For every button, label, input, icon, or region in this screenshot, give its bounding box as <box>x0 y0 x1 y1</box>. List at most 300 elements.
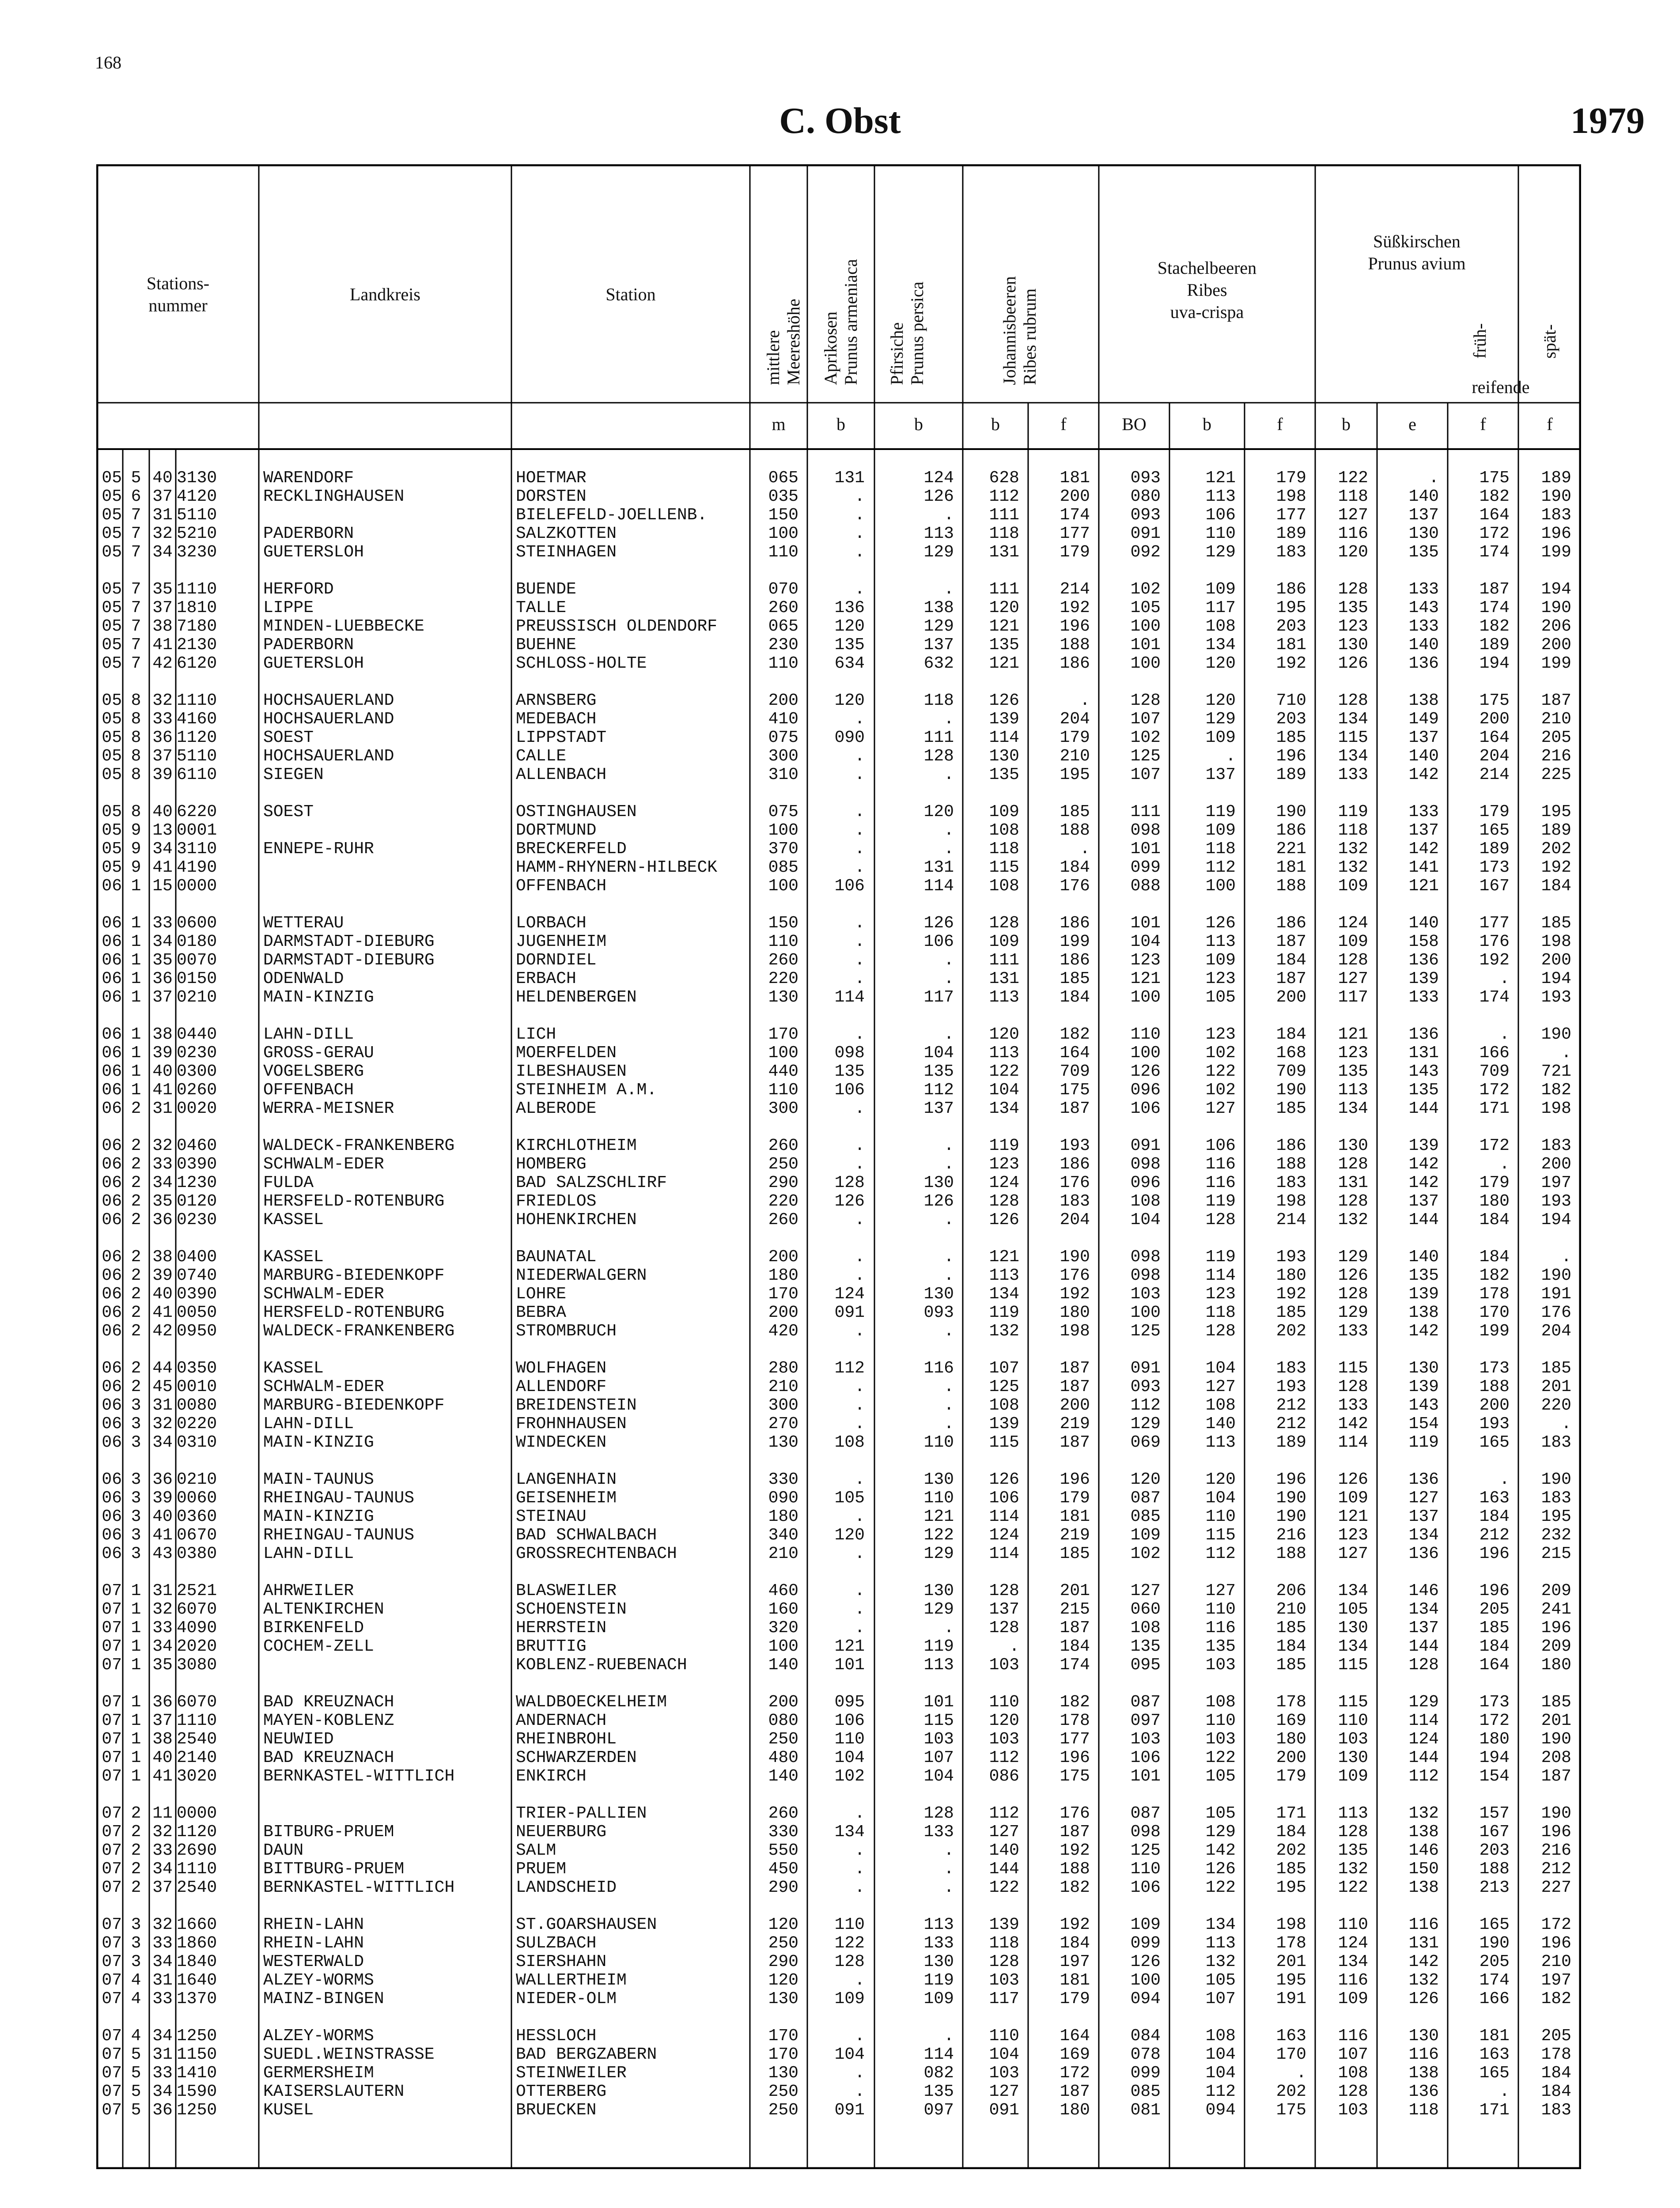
table-cell: 110 <box>1130 1860 1161 1879</box>
table-cell: 260 <box>768 598 798 617</box>
table-cell: 1250 <box>177 2027 217 2045</box>
table-cell: . <box>855 1581 865 1600</box>
table-cell: 1120 <box>177 1822 217 1841</box>
table-cell: 34 <box>152 2082 173 2101</box>
table-cell: 196 <box>1541 1618 1571 1637</box>
table-cell: 185 <box>1059 1544 1090 1563</box>
table-cell: 05 <box>102 747 122 766</box>
table-cell: 126 <box>1130 1062 1161 1081</box>
table-cell: 125 <box>1130 747 1161 766</box>
table-cell: 132 <box>1205 1952 1236 1971</box>
table-cell: HOETMAR <box>516 469 586 488</box>
table-cell: BLASWEILER <box>516 1581 617 1600</box>
table-cell: 250 <box>768 1155 798 1174</box>
table-cell: 115 <box>1338 728 1368 747</box>
table-cell: HELDENBERGEN <box>516 988 637 1007</box>
table-cell: . <box>944 1414 954 1433</box>
table-cell: 174 <box>1059 506 1090 525</box>
table-cell: 7 <box>131 543 141 562</box>
table-cell: 103 <box>989 1730 1019 1749</box>
table-cell: 137 <box>989 1600 1019 1619</box>
table-cell: 05 <box>102 635 122 654</box>
table-cell: 39 <box>152 1044 173 1062</box>
table-cell: 175 <box>1479 469 1510 488</box>
table-cell: 110 <box>768 932 798 951</box>
table-cell: 140 <box>989 1841 1019 1860</box>
table-cell: 210 <box>1541 710 1571 729</box>
table-cell: 110 <box>768 1081 798 1100</box>
table-cell: . <box>855 1322 865 1341</box>
table-cell: 225 <box>1541 765 1571 784</box>
table-cell: 138 <box>1408 691 1439 710</box>
table-cell: 100 <box>768 1044 798 1062</box>
table-cell: 111 <box>989 951 1019 970</box>
table-cell: 40 <box>152 1062 173 1081</box>
table-cell: 113 <box>1338 1081 1368 1100</box>
table-cell: 197 <box>1541 1971 1571 1990</box>
table-cell: . <box>944 969 954 988</box>
table-cell: 181 <box>1276 858 1306 877</box>
table-cell: NIEDERWALGERN <box>516 1266 647 1285</box>
table-cell: 133 <box>1408 988 1439 1007</box>
table-cell: 104 <box>923 1044 954 1062</box>
table-cell: 114 <box>989 728 1019 747</box>
table-cell: . <box>1080 839 1090 858</box>
table-cell: 131 <box>1408 1044 1439 1062</box>
table-cell: 167 <box>1479 1822 1510 1841</box>
table-cell: SUEDL.WEINSTRASSE <box>263 2045 435 2064</box>
table-cell: 9 <box>131 839 141 858</box>
table-cell: 11 <box>152 1804 173 1823</box>
table-cell: 103 <box>989 1971 1019 1990</box>
table-cell: 1370 <box>177 1989 217 2008</box>
table-cell: 187 <box>1059 1822 1090 1841</box>
table-cell: 184 <box>1541 2082 1571 2101</box>
table-cell: 185 <box>1276 1656 1306 1675</box>
table-cell: 118 <box>1338 821 1368 840</box>
table-cell: 121 <box>989 654 1019 673</box>
table-cell: 37 <box>152 1878 173 1897</box>
table-cell: SCHWALM-EDER <box>263 1155 384 1174</box>
table-cell: STEINHAGEN <box>516 543 617 562</box>
table-cell: 106 <box>1205 1136 1236 1155</box>
table-cell: 07 <box>102 2064 122 2083</box>
table-cell: 1150 <box>177 2045 217 2064</box>
table-cell: 0210 <box>177 988 217 1007</box>
table-cell: 135 <box>1408 1266 1439 1285</box>
table-cell: 176 <box>1059 1266 1090 1285</box>
table-cell: . <box>855 1507 865 1526</box>
table-cell: WINDECKEN <box>516 1433 607 1452</box>
table-cell: 5 <box>131 469 141 488</box>
table-cell: 104 <box>1205 2064 1236 2083</box>
table-cell: 38 <box>152 617 173 636</box>
table-cell: 106 <box>834 877 865 896</box>
table-cell: 290 <box>768 1173 798 1192</box>
table-cell: 0600 <box>177 914 217 933</box>
table-cell: . <box>855 914 865 933</box>
table-cell: 198 <box>1276 487 1306 506</box>
table-cell: 100 <box>1130 1303 1161 1322</box>
table-cell: 122 <box>1205 1062 1236 1081</box>
table-cell: 126 <box>1338 654 1368 673</box>
header-frueh: früh- <box>1470 323 1490 359</box>
table-cell: TALLE <box>516 598 567 617</box>
table-cell: BUEHNE <box>516 635 576 654</box>
table-cell: LANGENHAIN <box>516 1470 617 1489</box>
table-cell: 080 <box>1130 487 1161 506</box>
table-cell: 07 <box>102 1822 122 1841</box>
table-cell: 632 <box>923 654 954 673</box>
table-cell: . <box>944 1322 954 1341</box>
table-cell: 130 <box>989 747 1019 766</box>
table-cell: 165 <box>1479 2064 1510 2083</box>
table-cell: SALZKOTTEN <box>516 524 617 543</box>
table-cell: . <box>855 1248 865 1267</box>
table-cell: 128 <box>923 1804 954 1823</box>
table-cell: 1 <box>131 1693 141 1712</box>
table-cell: . <box>855 1210 865 1229</box>
table-cell: BAD BERGZABERN <box>516 2045 657 2064</box>
table-cell: 220 <box>768 1192 798 1211</box>
table-cell: 179 <box>1479 802 1510 821</box>
table-cell: AHRWEILER <box>263 1581 354 1600</box>
table-cell: 164 <box>1479 728 1510 747</box>
table-cell: HOHENKIRCHEN <box>516 1210 637 1229</box>
table-cell: 37 <box>152 487 173 506</box>
table-cell: . <box>1561 1044 1571 1062</box>
table-cell: ENKIRCH <box>516 1767 586 1786</box>
table-cell: . <box>855 1099 865 1118</box>
table-cell: 187 <box>1059 1099 1090 1118</box>
table-cell: 146 <box>1408 1841 1439 1860</box>
table-cell: 127 <box>989 1822 1019 1841</box>
table-cell: . <box>855 747 865 766</box>
table-cell: 330 <box>768 1822 798 1841</box>
table-cell: 120 <box>1130 1470 1161 1489</box>
table-cell: 120 <box>989 1025 1019 1044</box>
table-cell: 124 <box>1338 1934 1368 1953</box>
table-cell: GERMERSHEIM <box>263 2064 374 2083</box>
table-cell: 202 <box>1541 839 1571 858</box>
table-cell: HERFORD <box>263 580 334 599</box>
table-cell: 167 <box>1479 877 1510 896</box>
table-cell: 193 <box>1059 1136 1090 1155</box>
table-cell: 139 <box>989 1915 1019 1934</box>
table-cell: 39 <box>152 1489 173 1508</box>
table-cell: 134 <box>1205 1915 1236 1934</box>
table-cell: 36 <box>152 1693 173 1712</box>
table-cell: 140 <box>1205 1414 1236 1433</box>
table-cell: 5110 <box>177 506 217 525</box>
unit-label: f <box>1277 414 1283 434</box>
table-cell: 3 <box>131 1470 141 1489</box>
table-cell: 135 <box>834 1062 865 1081</box>
table-cell: 204 <box>1059 710 1090 729</box>
table-cell: 197 <box>1541 1173 1571 1192</box>
table-cell: 5110 <box>177 747 217 766</box>
table-cell: 192 <box>1276 1285 1306 1304</box>
table-cell: 40 <box>152 802 173 821</box>
table-cell: 33 <box>152 1618 173 1637</box>
table-cell: . <box>855 2064 865 2083</box>
table-cell: 40 <box>152 469 173 488</box>
table-cell: 0230 <box>177 1044 217 1062</box>
table-cell: 092 <box>1130 543 1161 562</box>
table-cell: HAMM-RHYNERN-HILBECK <box>516 858 718 877</box>
table-cell: 173 <box>1479 1359 1510 1378</box>
table-cell: 101 <box>1130 635 1161 654</box>
table-cell: 126 <box>989 1470 1019 1489</box>
table-cell: 108 <box>1205 1693 1236 1712</box>
table-cell: 214 <box>1276 1210 1306 1229</box>
table-cell: 122 <box>1205 1748 1236 1767</box>
table-cell: 06 <box>102 1025 122 1044</box>
table-cell: 100 <box>768 524 798 543</box>
table-cell: 104 <box>989 1081 1019 1100</box>
table-cell: . <box>855 1414 865 1433</box>
table-cell: 187 <box>1059 1377 1090 1396</box>
table-cell: 41 <box>152 1081 173 1100</box>
table-cell: 250 <box>768 1934 798 1953</box>
table-cell: 193 <box>1541 1192 1571 1211</box>
table-cell: 094 <box>1130 1989 1161 2008</box>
table-cell: 2521 <box>177 1581 217 1600</box>
table-cell: 200 <box>1541 1155 1571 1174</box>
table-cell: 34 <box>152 839 173 858</box>
table-cell: 082 <box>923 2064 954 2083</box>
table-cell: 07 <box>102 1989 122 2008</box>
table-cell: 139 <box>1408 1136 1439 1155</box>
table-cell: 05 <box>102 506 122 525</box>
table-cell: 5210 <box>177 524 217 543</box>
table-cell: 105 <box>1205 1971 1236 1990</box>
table-cell: 133 <box>923 1934 954 1953</box>
table-cell: 118 <box>989 524 1019 543</box>
table-cell: 06 <box>102 1544 122 1563</box>
table-cell: 130 <box>1338 1618 1368 1637</box>
table-cell: RHEIN-LAHN <box>263 1915 364 1934</box>
table-cell: 194 <box>1541 969 1571 988</box>
table-cell: 102 <box>1205 1081 1236 1100</box>
table-cell: 179 <box>1276 1767 1306 1786</box>
table-cell: ST.GOARSHAUSEN <box>516 1915 657 1934</box>
table-cell: 128 <box>1338 691 1368 710</box>
table-cell: 085 <box>768 858 798 877</box>
table-cell: 2 <box>131 1210 141 1229</box>
table-cell: ARNSBERG <box>516 691 597 710</box>
table-cell: 1110 <box>177 580 217 599</box>
table-cell: . <box>944 1266 954 1285</box>
table-cell: MAIN-KINZIG <box>263 1433 374 1452</box>
table-cell: 130 <box>1408 2027 1439 2045</box>
table-cell: 205 <box>1479 1952 1510 1971</box>
table-cell: 199 <box>1059 932 1090 951</box>
table-cell: . <box>944 821 954 840</box>
table-cell: 200 <box>1541 635 1571 654</box>
table-cell: 183 <box>1276 1173 1306 1192</box>
table-cell: 115 <box>989 858 1019 877</box>
table-cell: 065 <box>768 469 798 488</box>
table-cell: 8 <box>131 710 141 729</box>
table-cell: 709 <box>1059 1062 1090 1081</box>
table-cell: 099 <box>1130 858 1161 877</box>
table-cell: 179 <box>1059 1489 1090 1508</box>
table-cell: 41 <box>152 635 173 654</box>
table-cell: 1 <box>131 969 141 988</box>
table-cell: OFFENBACH <box>516 877 607 896</box>
table-cell: 215 <box>1059 1600 1090 1619</box>
table-cell: 210 <box>1276 1600 1306 1619</box>
table-cell: 137 <box>1408 1618 1439 1637</box>
table-cell: 06 <box>102 1377 122 1396</box>
table-cell: 175 <box>1276 2101 1306 2120</box>
table-cell: 290 <box>768 1952 798 1971</box>
table-cell: 111 <box>989 506 1019 525</box>
table-cell: 128 <box>834 1952 865 1971</box>
table-cell: . <box>855 1470 865 1489</box>
table-cell: . <box>944 1025 954 1044</box>
table-cell: 06 <box>102 1192 122 1211</box>
table-cell: 113 <box>923 524 954 543</box>
table-cell: 4190 <box>177 858 217 877</box>
table-cell: . <box>944 765 954 784</box>
table-cell: 179 <box>1059 543 1090 562</box>
table-cell: 105 <box>1338 1600 1368 1619</box>
table-cell: ODENWALD <box>263 969 344 988</box>
table-cell: 135 <box>1408 543 1439 562</box>
table-cell: 129 <box>1338 1248 1368 1267</box>
table-cell: 06 <box>102 1414 122 1433</box>
table-cell: 113 <box>923 1656 954 1675</box>
table-cell: 191 <box>1276 1989 1306 2008</box>
table-cell: 102 <box>1130 580 1161 599</box>
table-cell: 107 <box>1205 1989 1236 2008</box>
table-cell: 9 <box>131 821 141 840</box>
table-cell: STROMBRUCH <box>516 1322 617 1341</box>
table-cell: 128 <box>989 914 1019 933</box>
table-cell: 171 <box>1479 2101 1510 2120</box>
table-cell: 112 <box>989 1804 1019 1823</box>
table-cell: 170 <box>1479 1303 1510 1322</box>
table-cell: 106 <box>834 1081 865 1100</box>
table-cell: 198 <box>1059 1322 1090 1341</box>
table-cell: 110 <box>989 1693 1019 1712</box>
table-cell: 183 <box>1541 2101 1571 2120</box>
table-cell: 2 <box>131 1192 141 1211</box>
table-cell: 184 <box>1541 2064 1571 2083</box>
table-cell: 130 <box>923 1173 954 1192</box>
table-cell: 128 <box>1338 1377 1368 1396</box>
table-cell: 112 <box>923 1081 954 1100</box>
table-cell: 115 <box>1338 1693 1368 1712</box>
table-cell: 098 <box>1130 1266 1161 1285</box>
table-cell: KASSEL <box>263 1248 324 1267</box>
table-cell: 5 <box>131 2082 141 2101</box>
table-cell: 093 <box>1130 469 1161 488</box>
table-cell: 104 <box>1205 1489 1236 1508</box>
table-cell: 182 <box>1479 617 1510 636</box>
table-cell: 709 <box>1479 1062 1510 1081</box>
table-cell: . <box>855 1396 865 1415</box>
table-cell: 2540 <box>177 1730 217 1749</box>
table-cell: 187 <box>1059 1359 1090 1378</box>
table-cell: ALLENBACH <box>516 765 607 784</box>
table-cell: BAD SALZSCHLIRF <box>516 1173 667 1192</box>
table-cell: 270 <box>768 1414 798 1433</box>
table-cell: 2 <box>131 1248 141 1267</box>
table-cell: 112 <box>989 487 1019 506</box>
table-cell: 1590 <box>177 2082 217 2101</box>
table-cell: 098 <box>1130 1155 1161 1174</box>
table-cell: LORBACH <box>516 914 586 933</box>
table-cell: 174 <box>1479 988 1510 1007</box>
table-cell: 099 <box>1130 1934 1161 1953</box>
table-cell: 0380 <box>177 1544 217 1563</box>
table-cell: 196 <box>1479 1544 1510 1563</box>
table-cell: WARENDORF <box>263 469 354 488</box>
table-cell: 113 <box>1338 1804 1368 1823</box>
table-cell: 095 <box>1130 1656 1161 1675</box>
table-cell: 190 <box>1276 1507 1306 1526</box>
table-cell: 186 <box>1276 580 1306 599</box>
table-cell: 127 <box>1205 1581 1236 1600</box>
table-cell: . <box>944 1841 954 1860</box>
table-cell: 136 <box>1408 1544 1439 1563</box>
table-cell: 3230 <box>177 543 217 562</box>
table-cell: 126 <box>989 691 1019 710</box>
table-cell: 124 <box>1408 1730 1439 1749</box>
table-cell: 1 <box>131 1767 141 1786</box>
table-cell: 104 <box>1130 1210 1161 1229</box>
header-meereshoehe: mittlere Meereshöhe <box>763 299 803 385</box>
table-cell: 1 <box>131 1730 141 1749</box>
table-cell: 098 <box>1130 821 1161 840</box>
table-cell: 206 <box>1541 617 1571 636</box>
table-cell: 310 <box>768 765 798 784</box>
table-cell: RECKLINGHAUSEN <box>263 487 405 506</box>
table-cell: 216 <box>1541 1841 1571 1860</box>
table-cell: 139 <box>1408 1285 1439 1304</box>
table-cell: 182 <box>1541 1081 1571 1100</box>
table-cell: 06 <box>102 877 122 896</box>
table-cell: FRIEDLOS <box>516 1192 597 1211</box>
table-cell: 210 <box>1541 1952 1571 1971</box>
table-cell: 2 <box>131 1099 141 1118</box>
table-cell: 136 <box>1408 654 1439 673</box>
table-cell: 1 <box>131 988 141 1007</box>
table-cell: HOCHSAUERLAND <box>263 691 394 710</box>
table-cell: BAD KREUZNACH <box>263 1748 394 1767</box>
table-cell: 06 <box>102 1359 122 1378</box>
table-cell: 114 <box>989 1507 1019 1526</box>
table-cell: 121 <box>1130 969 1161 988</box>
table-cell: 130 <box>1338 635 1368 654</box>
table-cell: 119 <box>923 1971 954 1990</box>
table-cell: BREIDENSTEIN <box>516 1396 637 1415</box>
table-cell: 060 <box>1130 1600 1161 1619</box>
table-cell: 128 <box>1130 691 1161 710</box>
table-cell: 104 <box>1130 932 1161 951</box>
table-cell: SIEGEN <box>263 765 324 784</box>
table-cell: 42 <box>152 654 173 673</box>
table-cell: KUSEL <box>263 2101 314 2120</box>
table-cell: 127 <box>1338 969 1368 988</box>
table-cell: 109 <box>1338 1989 1368 2008</box>
table-cell: 132 <box>1338 858 1368 877</box>
table-cell: 105 <box>1205 988 1236 1007</box>
table-cell: 102 <box>834 1767 865 1786</box>
